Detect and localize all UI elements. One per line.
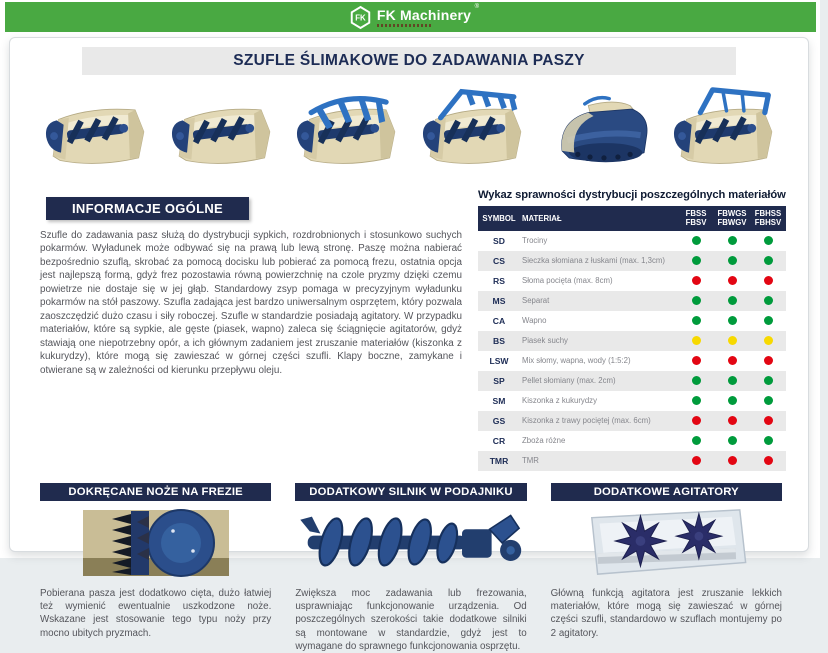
milling-drum-knives-image	[81, 506, 231, 580]
product-strip	[10, 79, 808, 181]
rating-dot	[692, 376, 701, 385]
general-info-section	[40, 189, 462, 471]
table-row	[478, 251, 786, 271]
rating-dot	[728, 436, 737, 445]
table-row	[478, 351, 786, 371]
rating-cell	[750, 391, 786, 411]
rating-dot	[764, 256, 773, 265]
rating-cell	[714, 291, 750, 311]
table-row	[478, 331, 786, 351]
col-header-line: FBWGS	[717, 209, 747, 218]
row-symbol: CR	[492, 435, 506, 446]
rating-cell	[714, 351, 750, 371]
brand-tagline	[377, 24, 433, 27]
materials-table-body	[478, 231, 786, 471]
materials-table-head	[478, 206, 786, 231]
feature-body-noze: Pobierana pasza jest dodatkowo cięta, dużo łatwiej też wymienić ewentualnie uszkodzone noże. Wskazane jest stosowanie tego typu noży przy mocno ubitych pryzmach.	[40, 587, 272, 639]
rating-dot	[692, 396, 701, 405]
rating-dot	[728, 296, 737, 305]
materials-table-title: Wykaz sprawności dystrybucji poszczególnych materiałów	[478, 189, 786, 201]
rating-dot	[728, 336, 737, 345]
rating-dot	[692, 256, 701, 265]
rating-cell	[750, 251, 786, 271]
brand-name: FK Machinery	[376, 6, 472, 23]
row-material: Separat	[522, 296, 550, 306]
rating-cell	[678, 431, 714, 451]
rating-cell	[714, 231, 750, 251]
col-header-line: FBHSV	[754, 218, 782, 228]
product-image-szufla-z-frezem	[536, 81, 658, 179]
row-material: Pellet słomiany (max. 2cm)	[522, 376, 616, 386]
rating-dot	[764, 356, 773, 365]
rating-cell	[714, 271, 750, 291]
product-image-szufla-slimakowa-otwarta	[34, 81, 156, 179]
rating-cell	[678, 371, 714, 391]
col-header-fbhss-fbhsv	[750, 206, 786, 231]
feature-body-silnik: Zwiększa moc zadawania lub frezowania, usprawniając funkcjonowanie urządzenia. Od poszczególnych szerokości takie dodatkowe silniki są montowane w standardzie, gdyż jest to wymagane do sprawnego funkcjonowania osprzętu.	[295, 587, 527, 652]
rating-dot	[728, 456, 737, 465]
rating-dot	[692, 296, 701, 305]
rating-cell	[714, 391, 750, 411]
rating-cell	[750, 431, 786, 451]
rating-cell	[678, 451, 714, 471]
rating-cell	[678, 391, 714, 411]
rating-cell	[678, 291, 714, 311]
feature-image-agitatory	[551, 505, 782, 581]
rating-dot	[728, 416, 737, 425]
rating-cell	[714, 451, 750, 471]
rating-cell	[678, 231, 714, 251]
row-symbol: GS	[492, 415, 506, 426]
row-symbol: CA	[492, 315, 506, 326]
rating-dot	[728, 276, 737, 285]
rating-dot	[692, 456, 701, 465]
feature-image-podajnik-z-silnikiem	[295, 505, 526, 581]
info-paragraph: Szufle do zadawania pasz służą do dystrybucji sypkich, rozdrobnionych i stosunkowo suchych pokarmów. Wyładunek może odbywać się na prawą lub lewą stronę. Paszę można nabierać bezpośrednio szuflą, skrobać za pomocą docisku lub pobierać za pomocą frezu, ostatnia opcja jest najlepszą formą, gdyż frez pozostawia równą powierzchnię na czole pryzmy dzięki czemu powietrze nie dostaje się w jej głąb. Standardowy zsyp pomaga w precyzyjnym wyładunku pokarmów na stół paszowy. Szufla zadająca jest bardzo uniwersalnym osprzętem, który pozwala zaoszczędzić dużo czasu i siły roboczej. Szufle w standardzie posiadają agitatory. W przypadku materiałów, które są sypkie, ale gęste (piasek, wapno) zaleca się ściągnięcie agitatorów, gdyż stawiają one niepotrzebny opór, a ich głównym zadaniem jest zruszanie materiałów (kiszonka z kukurydzy), które mogą się zawieszać w górnej części szufli. Klapy boczne, zamykane i otwierane są w zależności od kierunku przepływu oleju.	[40, 230, 462, 376]
rating-dot	[728, 396, 737, 405]
row-symbol: MS	[492, 295, 506, 306]
row-material: Kiszonka z kukurydzy	[522, 396, 597, 406]
product-image-szufla-slimakowa-otwarta-szeroka	[160, 81, 282, 179]
rating-dot	[764, 336, 773, 345]
rating-dot	[728, 256, 737, 265]
table-row	[478, 291, 786, 311]
feature-noze-na-frezie	[40, 483, 271, 653]
rating-dot	[764, 296, 773, 305]
rating-dot	[692, 236, 701, 245]
table-row	[478, 391, 786, 411]
product-image-szufla-z-chwytakiem-otwartym	[411, 81, 533, 179]
rating-cell	[714, 251, 750, 271]
product-image-szufla-z-rama-chwytaka	[662, 81, 784, 179]
rating-cell	[678, 331, 714, 351]
row-material: Trociny	[522, 236, 548, 246]
rating-dot	[764, 376, 773, 385]
rating-cell	[714, 311, 750, 331]
rating-dot	[728, 316, 737, 325]
feature-heading-silnik: DODATKOWY SILNIK W PODAJNIKU	[295, 483, 526, 501]
feature-heading-agitatory: DODATKOWE AGITATORY	[551, 483, 782, 501]
row-material: Zboża różne	[522, 436, 566, 446]
auger-feeder-motor-image	[295, 506, 528, 580]
table-row	[478, 411, 786, 431]
rating-dot	[764, 316, 773, 325]
row-symbol: BS	[493, 335, 505, 346]
col-header-symbol: SYMBOL	[478, 206, 520, 231]
row-material: TMR	[522, 456, 539, 466]
rating-cell	[750, 351, 786, 371]
rating-dot	[728, 356, 737, 365]
feature-image-frez-z-nozami	[40, 505, 271, 581]
rating-cell	[750, 291, 786, 311]
row-symbol: CS	[493, 255, 505, 266]
row-material: Wapno	[522, 316, 547, 326]
rating-dot	[764, 416, 773, 425]
table-row	[478, 231, 786, 251]
row-symbol: SP	[493, 375, 505, 386]
col-header-fbss-fbsv	[678, 206, 714, 231]
row-material: Słoma pocięta (max. 8cm)	[522, 276, 613, 286]
row-symbol: LSW	[489, 355, 509, 366]
rating-dot	[692, 336, 701, 345]
row-symbol: SM	[492, 395, 506, 406]
col-header-line: FBSS	[685, 209, 707, 218]
table-header-row	[478, 206, 786, 231]
feature-sections	[10, 471, 808, 653]
rating-cell	[750, 451, 786, 471]
rating-cell	[678, 271, 714, 291]
table-row	[478, 371, 786, 391]
two-agitators-in-bucket-image	[584, 506, 750, 580]
feature-dodatkowe-agitatory	[551, 483, 782, 653]
col-header-line: FBHSS	[754, 209, 782, 218]
table-row	[478, 311, 786, 331]
rating-dot	[692, 276, 701, 285]
row-material: Sieczka słomiana z łuskami (max. 1,3cm)	[522, 256, 665, 266]
materials-table	[478, 206, 786, 471]
rating-dot	[764, 236, 773, 245]
row-symbol: TMR	[489, 455, 509, 466]
rating-cell	[714, 331, 750, 351]
rating-cell	[750, 231, 786, 251]
rating-cell	[678, 411, 714, 431]
table-row	[478, 271, 786, 291]
rating-dot	[728, 236, 737, 245]
col-header-line: FBSV	[685, 218, 707, 228]
rating-cell	[750, 331, 786, 351]
rating-cell	[750, 271, 786, 291]
rating-dot	[728, 376, 737, 385]
rating-cell	[714, 371, 750, 391]
main-columns	[10, 181, 808, 471]
feature-body-agitatory: Główną funkcją agitatora jest zruszanie lekkich materiałów, które mogą się zawieszać w górnej części szufli, standardowo w szuflach montujemy po 2 agitatory.	[550, 587, 782, 639]
registered-trademark: ®	[474, 3, 480, 10]
brand-logo	[350, 3, 480, 29]
svg-text:FK: FK	[355, 13, 366, 23]
rating-cell	[750, 411, 786, 431]
row-material: Kiszonka z trawy pociętej (max. 6cm)	[522, 416, 651, 426]
col-header-line: FBWGV	[717, 218, 747, 228]
rating-dot	[764, 276, 773, 285]
table-row	[478, 431, 786, 451]
page-title: SZUFLE ŚLIMAKOWE DO ZADAWANIA PASZY	[82, 47, 736, 75]
rating-cell	[714, 411, 750, 431]
brand-header	[5, 2, 816, 32]
rating-cell	[678, 251, 714, 271]
brochure-card	[9, 37, 809, 652]
row-material: Piasek suchy	[522, 336, 568, 346]
feature-heading-noze: DOKRĘCANE NOŻE NA FREZIE	[40, 483, 271, 501]
rating-dot	[692, 436, 701, 445]
rating-cell	[750, 311, 786, 331]
col-header-fbwgs-fbwgv	[714, 206, 750, 231]
rating-dot	[764, 456, 773, 465]
rating-dot	[764, 436, 773, 445]
rating-cell	[678, 311, 714, 331]
row-symbol: SD	[493, 235, 505, 246]
col-header-material: MATERIAŁ	[520, 206, 678, 231]
table-row	[478, 451, 786, 471]
fk-hexagon-logo-icon	[350, 6, 371, 29]
rating-cell	[750, 371, 786, 391]
feature-silnik-w-podajniku	[295, 483, 526, 653]
rating-dot	[692, 316, 701, 325]
product-image-szufla-z-chwytakiem	[285, 81, 407, 179]
section-heading-informacje-ogolne: INFORMACJE OGÓLNE	[46, 197, 249, 220]
row-symbol: RS	[493, 275, 505, 286]
materials-section	[478, 189, 786, 471]
rating-cell	[714, 431, 750, 451]
rating-dot	[692, 356, 701, 365]
rating-dot	[692, 416, 701, 425]
rating-dot	[764, 396, 773, 405]
row-material: Mix słomy, wapna, wody (1:5:2)	[522, 356, 631, 366]
rating-cell	[678, 351, 714, 371]
